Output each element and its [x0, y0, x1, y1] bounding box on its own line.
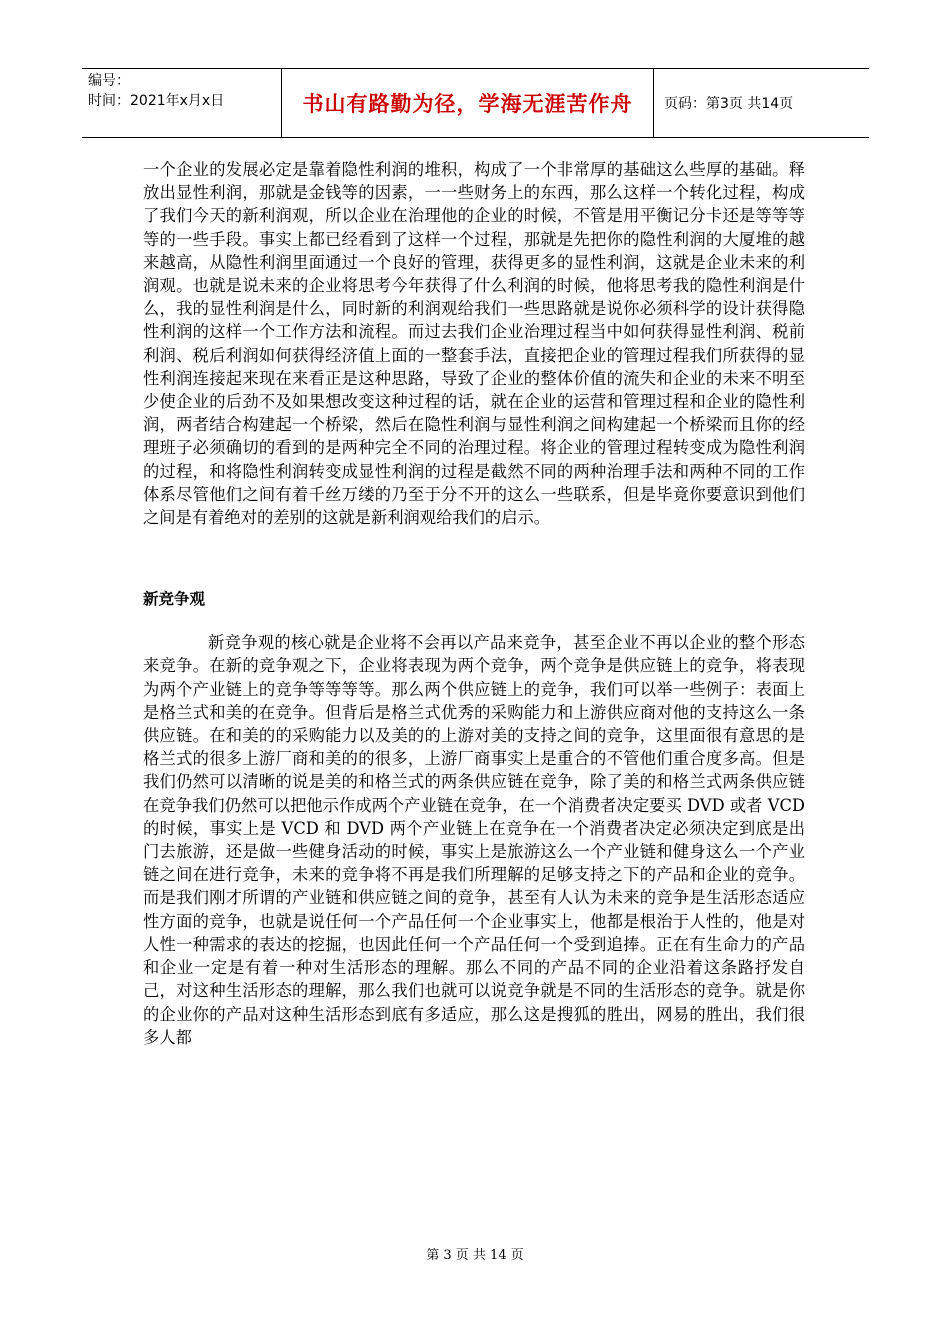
header-page-info: 页码：第3页 共14页 [664, 96, 794, 112]
page-footer: 第 3 页 共 14 页 [426, 1248, 524, 1263]
header-meta [82, 69, 281, 137]
section-title: 新竞争观 [143, 590, 206, 609]
body-paragraph: 一个企业的发展必定是靠着隐性利润的堆积，构成了一个非常厚的基础这么些厚的基础。释放出显性利润，那就是金钱等的因素，一一些财务上的东西，那么这样一个转化过程，构成了我们今天的新利润观，所以企业在治理他的企业的时候，不管是用平衡记分卡还是等等等等的一些手段。事实上都已经看到了这样一个过程，那就是先把你的隐性利润的大厦堆的越来越高，从隐性利润里面通过一个良好的管理，获得更多的显性利润，这就是企业未来的利润观。也就是说未来的企业将思考今年获得了什么利润的时候，他将思考我的隐性利润是什么，我的显性利润是什么，同时新的利润观给我们一些思路就是说你必须科学的设计获得隐性利润的这样一个工作方法和流程。而过去我们企业治理过程当中如何获得显性利润、税前利润、税后利润如何获得经济值上面的一整套手法，直接把企业的管理过程我们所获得的显性利润连接起来现在来看正是这种思路，导致了企业的整体价值的流失和企业的未来不明至少使企业的后劲不及如果想改变这种过程的话，就在企业的运营和管理过程和企业的隐性利润，两者结合构建起一个桥梁，然后在隐性利润与显性利润之间构建起一个桥梁而且你的经理班子必须确切的看到的是两种完全不同的治理过程。将企业的管理过程转变成为隐性利润的过程，和将隐性利润转变成显性利润的过程是截然不同的两种治理手法和两种不同的工作体系尽管他们之间有着千丝万缕的乃至于分不开的这么一些联系，但是毕竟你要意识到他们之间是有着绝对的差别的这就是新利润观给我们的启示。 [143, 160, 805, 528]
header-motto-cell [281, 69, 654, 137]
header-motto: 书山有路勤为径，学海无涯苦作舟 [302, 92, 633, 116]
document-date: 时间：2021年x月x日 [88, 93, 225, 109]
document-header [82, 68, 869, 138]
document-number-label: 编号： [88, 73, 130, 89]
body-paragraph: 新竞争观的核心就是企业将不会再以产品来竞争，甚至企业不再以企业的整个形态来竞争。在新的竞争观之下，企业将表现为两个竞争，两个竞争是供应链上的竞争，将表现为两个产业链上的竞争等等等等。那么两个供应链上的竞争，我们可以举一些例子：表面上是格兰式和美的在竞争。但背后是格兰式优秀的采购能力和上游供应商对他的支持这么一条供应链。在和美的的采购能力以及美的的上游对美的支持之间的竞争，这里面很有意思的是格兰式的很多上游厂商和美的的很多，上游厂商事实上是重合的不管他们重合度多高。但是我们仍然可以清晰的说是美的和格兰式的两条供应链在竞争，除了美的和格兰式两条供应链在竞争我们仍然可以把他示作成两个产业链在竞争，在一个消费者决定要买 DVD 或者 VCD 的时候，事实上是 VCD 和 DVD 两个产业链上在竞争在一个消费者决定必须决定到底是出门去旅游，还是做一些健身活动的时候，事实上是旅游这么一个产业链和健身这么一个产业链之间在进行竞争，未来的竞争将不再是我们所理解的足够支持之下的产品和企业的竞争。而是我们刚才所谓的产业链和供应链之间的竞争，甚至有人认为未来的竞争是生活形态适应性方面的竞争，也就是说任何一个产品任何一个企业事实上，他都是根治于人性的，他是对人性一种需求的表达的挖掘，也因此任何一个产品任何一个受到追捧。正在有生命力的产品和企业一定是有着一种对生活形态的理解。那么不同的产品不同的企业沿着这条路抒发自己，对这种生活形态的理解，那么我们也就可以说竞争就是不同的生活形态的竞争。就是你的企业你的产品对这种生活形态到底有多适应，那么这是搜狐的胜出，网易的胜出，我们很多人都 [143, 633, 805, 1047]
document-body [143, 158, 805, 1049]
header-page-info-cell [654, 69, 869, 137]
